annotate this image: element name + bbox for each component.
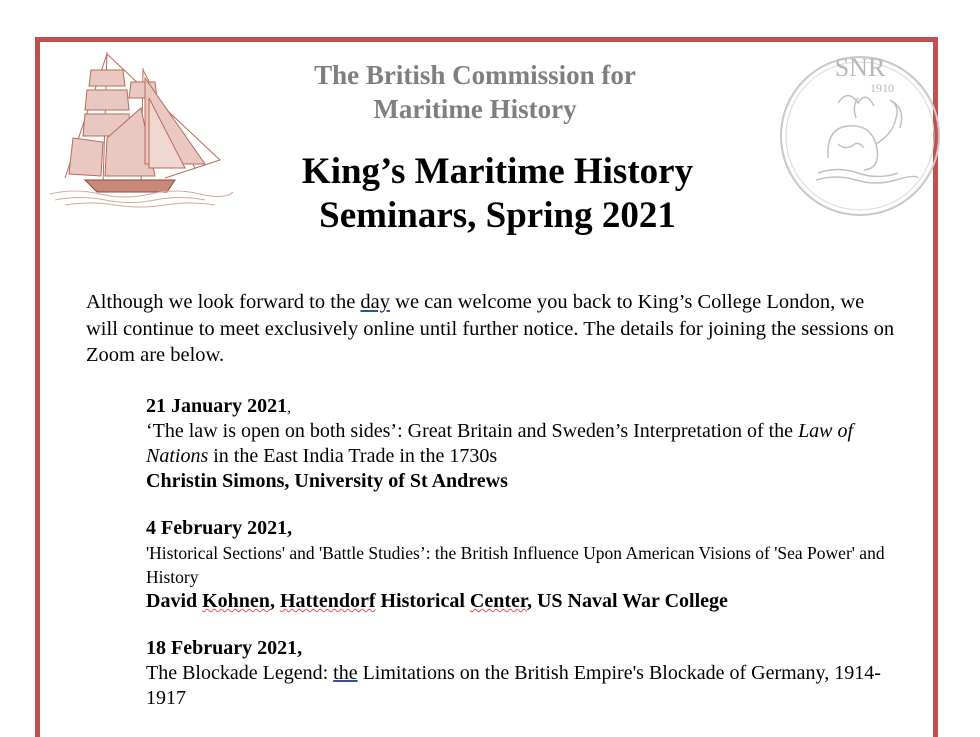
seminar-list: [146, 394, 898, 733]
date-suffix: ,: [287, 399, 292, 416]
org-line-2: Maritime History: [373, 94, 577, 124]
intro-text-1: Although we look forward to the: [86, 291, 361, 313]
seminar-speaker: Christin Simons, University of St Andrews: [146, 470, 508, 492]
speaker-text: Kohnen: [202, 590, 270, 612]
seminar-speaker: [146, 589, 898, 614]
talk-italic: Law of Nations: [146, 420, 854, 467]
page-title: [220, 150, 775, 238]
talk-text: The Blockade Legend:: [146, 662, 334, 684]
talk-text: Limitations on the British Empire's Blockade of Germany, 1914-1917: [146, 662, 881, 709]
intro-paragraph: [86, 289, 896, 369]
intro-day-link[interactable]: day: [360, 291, 391, 313]
seminar-date: 21 January 2021: [146, 395, 288, 417]
speaker-text: David: [146, 590, 203, 612]
organization-name: [220, 58, 730, 126]
speaker-text: Hattendorf: [279, 590, 376, 612]
org-line-1: The British Commission for: [314, 60, 636, 90]
seminar-title: [146, 661, 898, 711]
snr-seal-logo: [778, 48, 943, 218]
seminar-entry: [146, 394, 898, 494]
seminar-title: 'Historical Sections' and 'Battle Studies’: the British Influence Upon American Visions of 'Sea Power' and History: [146, 543, 885, 587]
talk-text: in the East India Trade in the 1730s: [208, 445, 498, 467]
seal-text: SNR: [834, 53, 886, 82]
talk-the-link[interactable]: the: [333, 662, 358, 684]
talk-text: ‘The law is open on both sides’: Great Britain and Sweden’s Interpretation of the: [146, 420, 799, 442]
speaker-text: ,: [269, 590, 280, 612]
seminar-date: 18 February 2021,: [146, 637, 303, 659]
seminar-title: [146, 419, 898, 469]
speaker-text: Historical: [375, 590, 470, 612]
sailing-ship-illustration: [45, 48, 235, 208]
seminar-entry: [146, 636, 898, 711]
seminar-date: 4 February 2021,: [146, 517, 293, 539]
title-line-1: King’s Maritime History: [301, 151, 694, 192]
title-line-2: Seminars, Spring 2021: [319, 195, 676, 236]
seminar-entry: [146, 516, 898, 614]
intro-text-2: we can welcome you back to King’s College London, we will continue to meet exclusively online until further notice. The details for joining the sessions on Zoom are below.: [86, 291, 895, 366]
speaker-text: , US Naval War College: [526, 590, 728, 612]
speaker-text: Center: [469, 590, 527, 612]
seal-year: 1910: [870, 81, 894, 95]
